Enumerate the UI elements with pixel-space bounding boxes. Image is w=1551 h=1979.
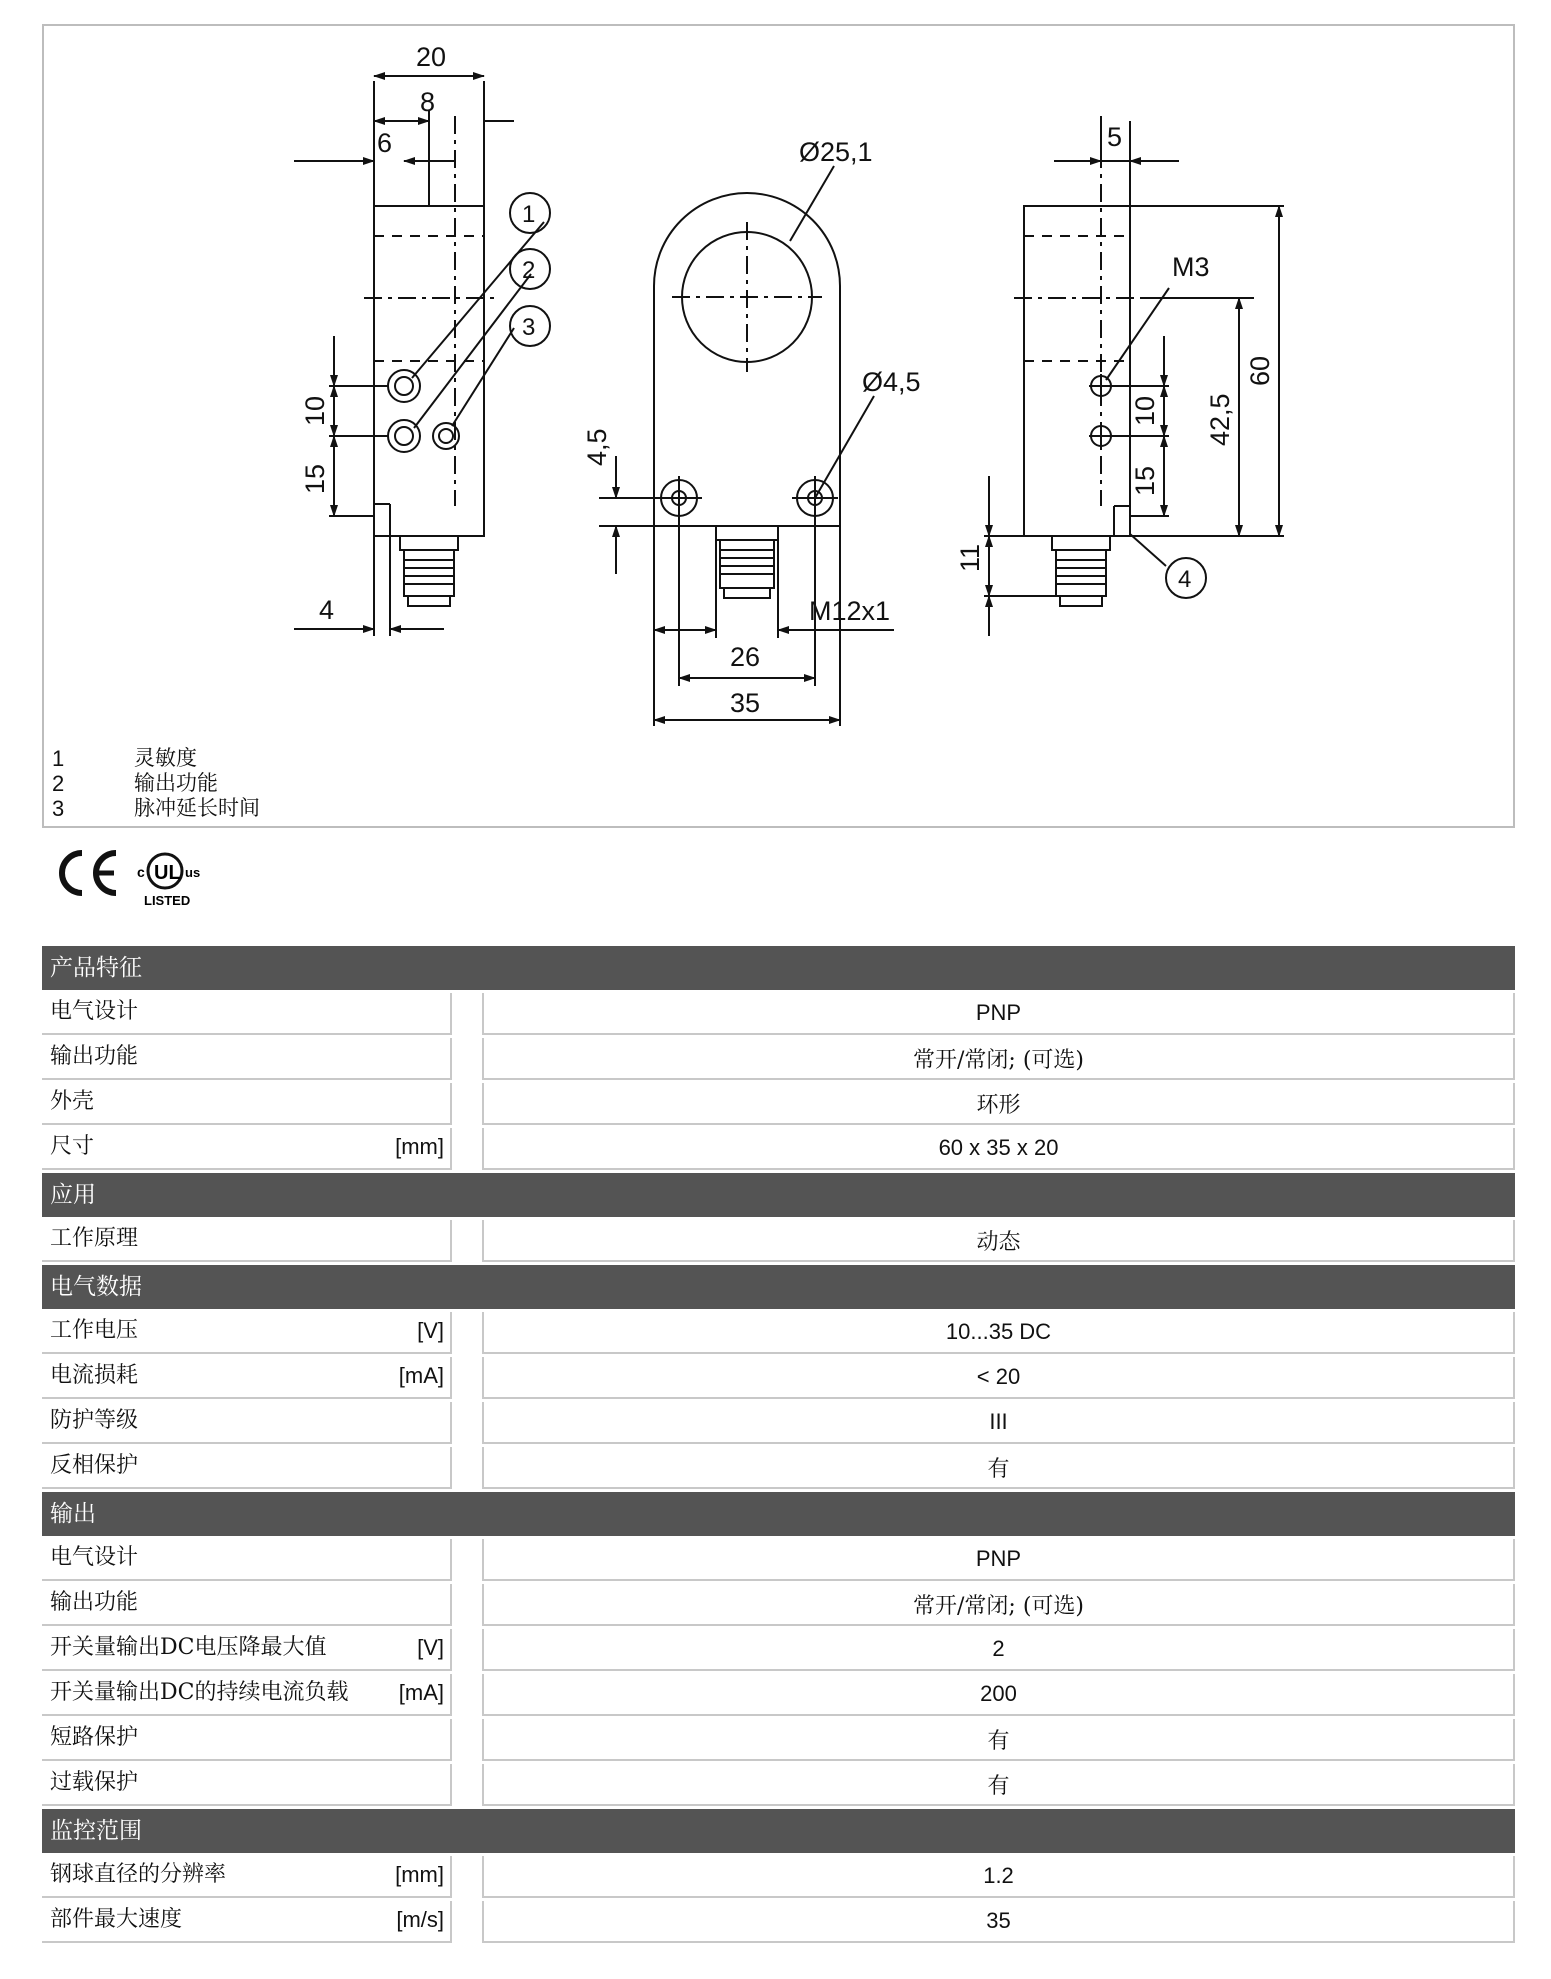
- dim-26: 26: [730, 642, 761, 672]
- spec-label-cell: [42, 1719, 452, 1761]
- spec-label: 过载保护: [50, 1770, 139, 1795]
- spec-label-cell: [42, 993, 452, 1035]
- dim-m3: M3: [1172, 252, 1210, 282]
- spec-label-cell: [42, 1901, 452, 1943]
- spec-value: 常开/常闭; (可选): [482, 1038, 1515, 1080]
- dim-6: 6: [377, 128, 393, 158]
- spec-label: 反相保护: [50, 1453, 139, 1478]
- callout-2: 2: [522, 257, 536, 284]
- spec-label: 开关量输出DC电压降最大值: [50, 1635, 327, 1660]
- spec-row: [42, 1035, 1515, 1080]
- spec-row: [42, 1309, 1515, 1354]
- section-header: 输出: [42, 1492, 1515, 1536]
- spec-label-cell: [42, 1128, 452, 1170]
- spec-value: 200: [482, 1674, 1515, 1716]
- drawing-legend: [52, 746, 260, 821]
- dim-45-left: 4,5: [582, 428, 612, 466]
- spec-row: [42, 1399, 1515, 1444]
- spec-value: 1.2: [482, 1856, 1515, 1898]
- svg-text:LISTED: LISTED: [144, 893, 191, 908]
- callout-1: 1: [522, 201, 536, 228]
- svg-text:UL: UL: [154, 862, 181, 884]
- spec-label-cell: [42, 1357, 452, 1399]
- spec-value: 2: [482, 1629, 1515, 1671]
- spec-label: 尺寸: [50, 1134, 95, 1159]
- spec-label: 工作电压: [50, 1318, 139, 1343]
- dim-42: 42,5: [1205, 393, 1235, 446]
- spec-value: 环形: [482, 1083, 1515, 1125]
- spec-label-cell: [42, 1402, 452, 1444]
- spec-label: 输出功能: [50, 1044, 139, 1069]
- spec-value: 60 x 35 x 20: [482, 1128, 1515, 1170]
- spec-unit: [mm]: [395, 1862, 444, 1887]
- spec-label: 开关量输出DC的持续电流负载: [50, 1680, 349, 1705]
- dim-8: 8: [420, 87, 436, 117]
- dimension-drawing: [44, 26, 1517, 830]
- spec-label: 部件最大速度: [50, 1907, 183, 1932]
- svg-text:us: us: [185, 865, 201, 880]
- spec-value: 有: [482, 1764, 1515, 1806]
- spec-label-cell: [42, 1764, 452, 1806]
- spec-label-cell: [42, 1629, 452, 1671]
- spec-value: 常开/常闭; (可选): [482, 1584, 1515, 1626]
- spec-row: [42, 990, 1515, 1035]
- spec-row: [42, 1581, 1515, 1626]
- spec-label: 外壳: [50, 1089, 95, 1114]
- spec-value: III: [482, 1402, 1515, 1444]
- spec-value: 10...35 DC: [482, 1312, 1515, 1354]
- spec-value: 35: [482, 1901, 1515, 1943]
- spec-row: [42, 1536, 1515, 1581]
- spec-label-cell: [42, 1856, 452, 1898]
- spec-unit: [mm]: [395, 1134, 444, 1159]
- legend-item: 2 输出功能: [52, 771, 218, 796]
- spec-row: [42, 1354, 1515, 1399]
- dim-20: 20: [416, 42, 447, 72]
- spec-label-cell: [42, 1083, 452, 1125]
- spec-row: [42, 1080, 1515, 1125]
- dim-60: 60: [1245, 355, 1275, 386]
- spec-value: PNP: [482, 1539, 1515, 1581]
- callout-3: 3: [522, 314, 536, 341]
- dim-dia25: Ø25,1: [799, 137, 873, 167]
- spec-label-cell: [42, 1038, 452, 1080]
- dim-4: 4: [319, 595, 335, 625]
- ce-mark-icon: [62, 853, 116, 893]
- spec-label-cell: [42, 1584, 452, 1626]
- dim-5: 5: [1107, 122, 1123, 152]
- spec-label: 短路保护: [50, 1725, 139, 1750]
- spec-row: [42, 1217, 1515, 1262]
- dim-10-right: 10: [1130, 395, 1160, 426]
- spec-row: [42, 1626, 1515, 1671]
- spec-label: 钢球直径的分辨率: [50, 1862, 227, 1887]
- section-header: 产品特征: [42, 946, 1515, 990]
- spec-row: [42, 1671, 1515, 1716]
- spec-label: 输出功能: [50, 1590, 139, 1615]
- callout-4: 4: [1178, 566, 1192, 593]
- spec-value: 有: [482, 1447, 1515, 1489]
- dim-35: 35: [730, 688, 761, 718]
- spec-unit: [mA]: [398, 1680, 444, 1705]
- legend-item: 1 灵敏度: [52, 746, 197, 771]
- spec-label: 电气设计: [50, 999, 139, 1024]
- spec-value: 动态: [482, 1220, 1515, 1262]
- dim-thread: M12x1: [809, 596, 891, 626]
- spec-label-cell: [42, 1312, 452, 1354]
- spec-value: 有: [482, 1719, 1515, 1761]
- ul-listed-icon: [137, 854, 200, 908]
- spec-row: [42, 1716, 1515, 1761]
- section-header: 监控范围: [42, 1809, 1515, 1853]
- dim-15-right: 15: [1130, 465, 1160, 496]
- spec-label: 防护等级: [50, 1408, 139, 1433]
- spec-unit: [V]: [417, 1635, 444, 1660]
- dim-11: 11: [955, 543, 985, 572]
- spec-label-cell: [42, 1220, 452, 1262]
- section-header: 电气数据: [42, 1265, 1515, 1309]
- spec-unit: [m/s]: [396, 1907, 444, 1932]
- section-header: 应用: [42, 1173, 1515, 1217]
- svg-text:c: c: [137, 864, 145, 880]
- spec-label: 电气设计: [50, 1545, 139, 1570]
- spec-row: [42, 1444, 1515, 1489]
- dim-15-left: 15: [300, 463, 330, 494]
- spec-label: 电流损耗: [50, 1363, 139, 1388]
- dim-10-left: 10: [300, 395, 330, 426]
- spec-unit: [mA]: [398, 1363, 444, 1388]
- spec-row: [42, 1125, 1515, 1170]
- spec-value: PNP: [482, 993, 1515, 1035]
- spec-value: < 20: [482, 1357, 1515, 1399]
- spec-row: [42, 1853, 1515, 1898]
- spec-label-cell: [42, 1539, 452, 1581]
- spec-label-cell: [42, 1447, 452, 1489]
- spec-row: [42, 1898, 1515, 1943]
- technical-drawing: [42, 24, 1515, 828]
- legend-item: 3 脉冲延长时间: [52, 796, 260, 821]
- spec-unit: [V]: [417, 1318, 444, 1343]
- spec-table: [42, 946, 1515, 1943]
- spec-label: 工作原理: [50, 1226, 139, 1251]
- certification-marks: [52, 845, 222, 915]
- dim-dia45: Ø4,5: [862, 367, 921, 397]
- spec-row: [42, 1761, 1515, 1806]
- spec-label-cell: [42, 1674, 452, 1716]
